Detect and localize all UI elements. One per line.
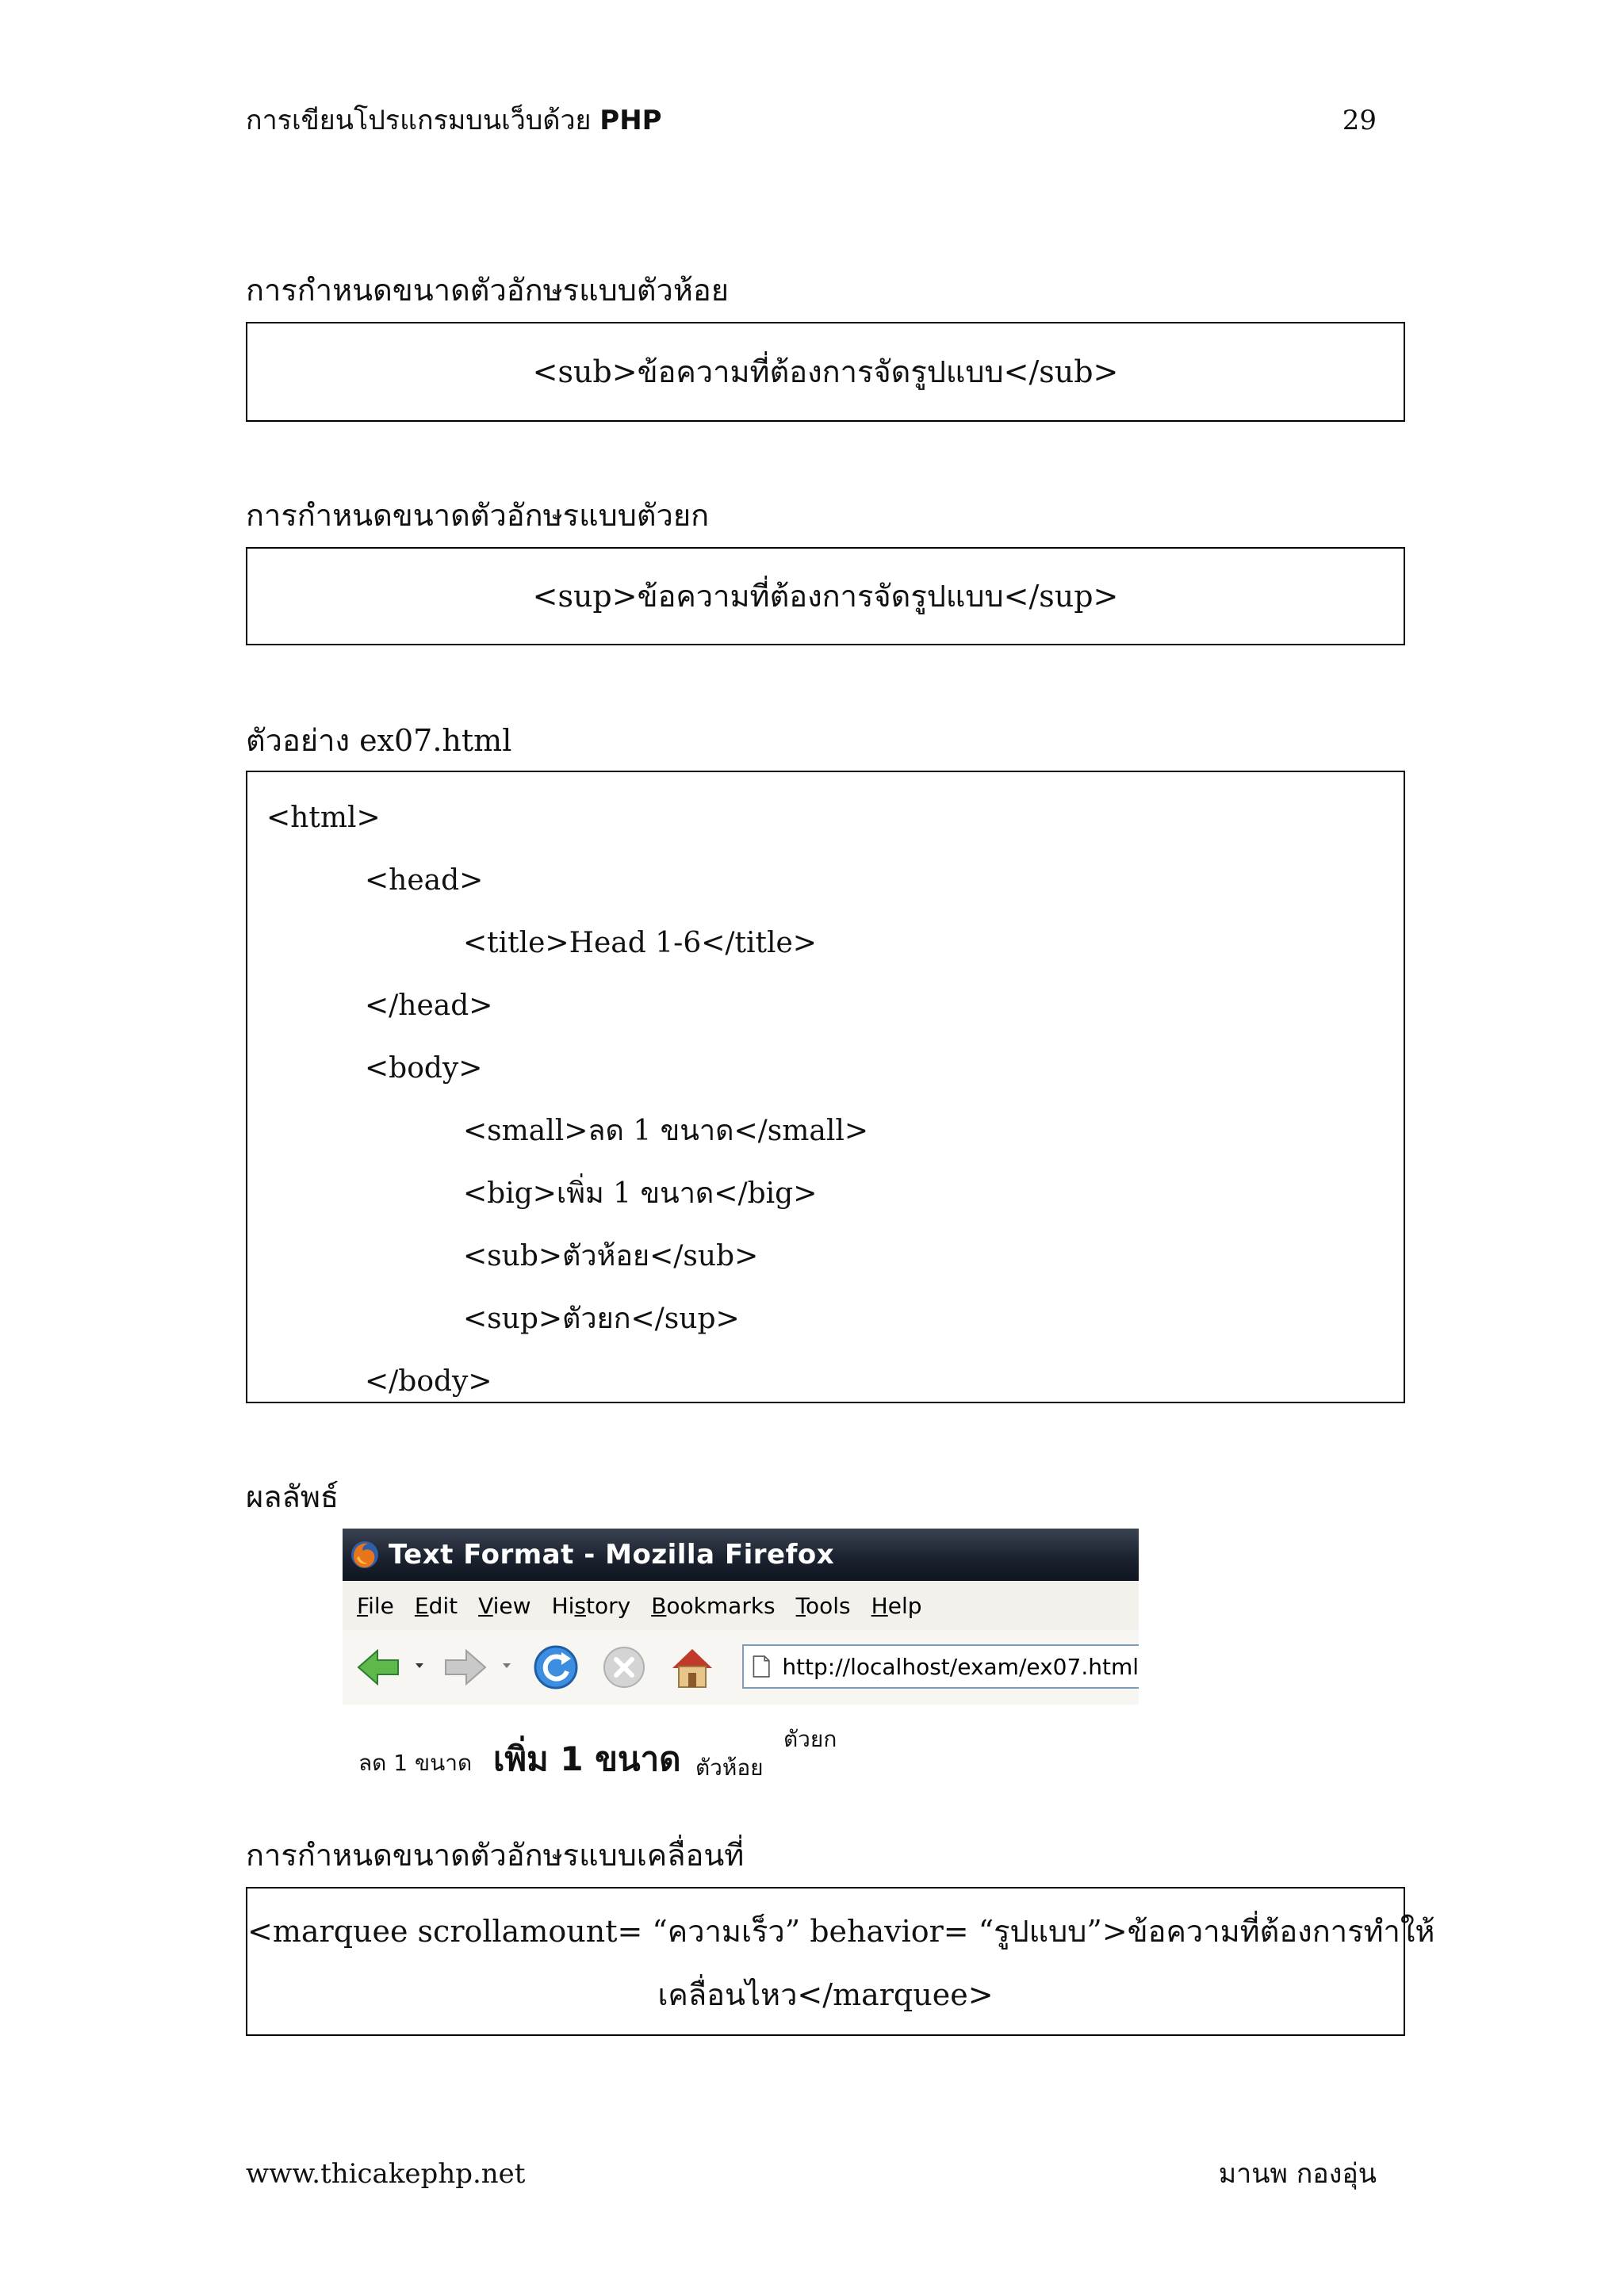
code-line-small: <small>ลด 1 ขนาด</small> (463, 1115, 869, 1147)
browser-screenshot (343, 1529, 1139, 1705)
browser-menubar (343, 1581, 1139, 1631)
back-dropdown-icon[interactable] (414, 1660, 425, 1671)
stop-icon[interactable] (598, 1641, 650, 1693)
menu-view-rest: iew (492, 1592, 531, 1619)
menu-history-rest: tory (586, 1592, 631, 1619)
code-line-sub: <sub>ตัวห้อย</sub> (463, 1240, 759, 1272)
heading-subscript: การกำหนดขนาดตัวอักษรแบบตัวห้อย (246, 273, 729, 308)
url-bar[interactable] (742, 1644, 1139, 1689)
browser-titlebar (343, 1529, 1139, 1581)
code-line-head-open: <head> (365, 864, 484, 897)
menu-view-accel: V (478, 1592, 493, 1619)
heading-result: ผลลัพธ์ (246, 1479, 339, 1514)
reload-icon[interactable] (530, 1641, 582, 1693)
menu-tools-accel: T (795, 1592, 806, 1619)
firefox-logo-icon (349, 1539, 381, 1571)
marquee-syntax-line-1: <marquee scrollamount= “ความเร็ว” behavior= “รูปแบบ”>ข้อความที่ต้องการทำให้ (247, 1914, 1435, 1949)
syntax-box-sub (246, 322, 1405, 422)
header-title-thai: การเขียนโปรแกรมบนเว็บด้วย (246, 105, 592, 136)
menu-help-accel: H (871, 1592, 888, 1619)
footer-website: www.thicakephp.net (246, 2158, 526, 2190)
marquee-syntax-line-2: เคลื่อนไหว</marquee> (657, 1977, 994, 2012)
header-title-php: PHP (599, 105, 662, 136)
heading-marquee: การกำหนดขนาดตัวอักษรแบบเคลื่อนที่ (246, 1838, 745, 1873)
page-icon (752, 1652, 771, 1681)
rendered-small-text: ลด 1 ขนาด (358, 1750, 473, 1776)
code-line-sup: <sup>ตัวยก</sup> (463, 1303, 740, 1335)
footer-author: มานพ กองอุ่น (1218, 2158, 1377, 2190)
menu-bookmarks-rest: ookmarks (666, 1592, 776, 1619)
menu-file-accel: F (357, 1592, 369, 1619)
menu-history-pre: Hi (551, 1592, 575, 1619)
menu-help-rest: elp (887, 1592, 922, 1619)
forward-arrow-icon[interactable] (439, 1641, 492, 1693)
rendered-sub-text: ตัวห้อย (695, 1755, 764, 1781)
heading-superscript: การกำหนดขนาดตัวอักษรแบบตัวยก (246, 498, 710, 533)
menu-tools[interactable] (796, 1593, 851, 1619)
code-line-title: <title>Head 1-6</title> (463, 927, 817, 959)
menu-edit[interactable] (415, 1593, 458, 1619)
url-text: http://localhost/exam/ex07.html (782, 1653, 1139, 1680)
menu-file-rest: ile (368, 1592, 394, 1619)
syntax-box-marquee (246, 1887, 1435, 2036)
forward-dropdown-icon[interactable] (501, 1660, 512, 1671)
menu-bookmarks-accel: B (651, 1592, 667, 1619)
code-line-big: <big>เพิ่ม 1 ขนาด</big> (463, 1177, 818, 1210)
menu-tools-rest: ools (806, 1592, 851, 1619)
code-line-body-open: <body> (365, 1052, 483, 1085)
code-line-body-close: </body> (365, 1365, 492, 1398)
heading-example: ตัวอย่าง ex07.html (246, 723, 512, 758)
menu-help[interactable] (871, 1593, 922, 1619)
rendered-big-text: เพิ่ม 1 ขนาด (493, 1739, 681, 1778)
syntax-sup-text: <sup>ข้อความที่ต้องการจัดรูปแบบ</sup> (532, 579, 1119, 614)
menu-edit-rest: dit (428, 1592, 458, 1619)
code-box (246, 771, 1405, 1403)
code-line-html-open: <html> (266, 802, 381, 834)
rendered-sup-text: ตัวยก (783, 1726, 837, 1752)
syntax-sub-text: <sub>ข้อความที่ต้องการจัดรูปแบบ</sub> (532, 354, 1119, 389)
page-number: 29 (1342, 105, 1377, 136)
menu-view[interactable] (478, 1593, 530, 1619)
code-line-head-close: </head> (365, 989, 493, 1022)
menu-history-accel: s (574, 1592, 586, 1619)
home-icon[interactable] (666, 1641, 718, 1693)
menu-file[interactable] (357, 1593, 394, 1619)
menu-edit-accel: E (414, 1592, 429, 1619)
menu-bookmarks[interactable] (651, 1593, 775, 1619)
back-arrow-icon[interactable] (352, 1641, 404, 1693)
syntax-box-sup (246, 547, 1405, 645)
browser-window-title: Text Format - Mozilla Firefox (389, 1539, 835, 1571)
menu-history[interactable] (552, 1593, 631, 1619)
running-header (246, 101, 662, 140)
browser-navbar (343, 1630, 1139, 1705)
